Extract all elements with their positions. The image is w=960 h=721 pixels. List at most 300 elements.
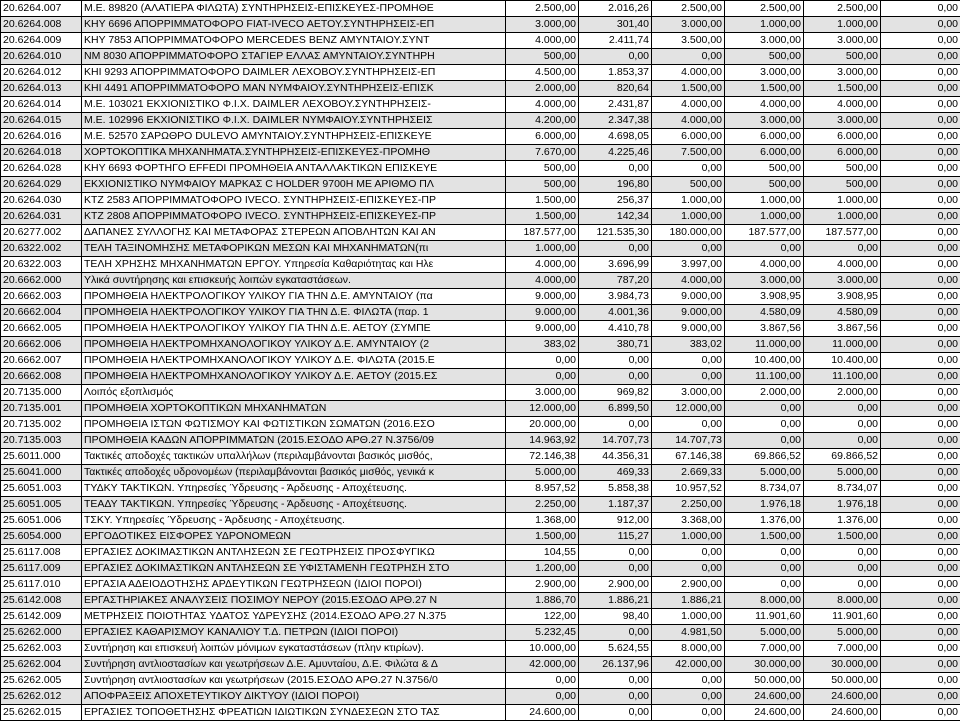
amount-cell: 0,00 [579, 49, 652, 65]
amount-cell: 0,00 [881, 97, 960, 113]
table-row [1, 49, 960, 65]
description-cell: ΝΜ 8030 ΑΠΟΡΡΙΜΜΑΤΟΦΟΡΟ ΣΤΑΓΙΕΡ ΕΛΛΑΣ ΑΜΥΝΤΑΙΟΥ.ΣΥΝΤΗΡΗ [82, 49, 506, 65]
description-cell: ΚΤΖ 2583 ΑΠΟΡΡΙΜΜΑΤΟΦΟΡΟ IVECO. ΣΥΝΤΗΡΗΣΕΙΣ-ΕΠΙΣΚΕΥΕΣ-ΠΡ [82, 193, 506, 209]
amount-cell: 0,00 [652, 545, 725, 561]
amount-cell: 0,00 [881, 273, 960, 289]
amount-cell: 4.000,00 [652, 273, 725, 289]
amount-cell: 50.000,00 [725, 673, 804, 689]
amount-cell: 6.899,50 [579, 401, 652, 417]
amount-cell: 0,00 [881, 289, 960, 305]
amount-cell: 0,00 [652, 161, 725, 177]
description-cell: Μ.Ε. 89820 (ΑΛΑΤΙΕΡΑ ΦΙΛΩΤΑ) ΣΥΝΤΗΡΗΣΕΙΣ-ΕΠΙΣΚΕΥΕΣ-ΠΡΟΜΗΘΕ [82, 1, 506, 17]
account-code-cell: 25.6262.000 [1, 625, 82, 641]
account-code-cell: 20.6264.009 [1, 33, 82, 49]
account-code-cell: 25.6262.004 [1, 657, 82, 673]
amount-cell: 0,00 [579, 673, 652, 689]
amount-cell: 4.000,00 [506, 33, 579, 49]
account-code-cell: 25.6117.009 [1, 561, 82, 577]
account-code-cell: 20.6662.000 [1, 273, 82, 289]
amount-cell: 0,00 [881, 305, 960, 321]
account-code-cell: 20.6264.030 [1, 193, 82, 209]
amount-cell: 0,00 [652, 561, 725, 577]
description-cell: ΕΡΓΑΣΙΕΣ ΤΟΠΟΘΕΤΗΣΗΣ ΦΡΕΑΤΙΩΝ ΙΔΙΩΤΙΚΩΝ ΣΥΝΔΕΣΕΩΝ ΣΤΟ ΤΑΣ [82, 705, 506, 721]
amount-cell: 0,00 [725, 241, 804, 257]
amount-cell: 1.853,37 [579, 65, 652, 81]
amount-cell: 2.000,00 [725, 385, 804, 401]
amount-cell: 1.000,00 [652, 609, 725, 625]
account-code-cell: 20.6264.012 [1, 65, 82, 81]
amount-cell: 30.000,00 [725, 657, 804, 673]
amount-cell: 0,00 [881, 33, 960, 49]
description-cell: ΠΡΟΜΗΘΕΙΑ ΗΛΕΚΤΡΟΜΗΧΑΝΟΛΟΓΙΚΟΥ ΥΛΙΚΟΥ Δ.Ε. ΦΙΛΩΤΑ (2015.Ε [82, 353, 506, 369]
amount-cell: 383,02 [506, 337, 579, 353]
amount-cell: 3.867,56 [804, 321, 881, 337]
amount-cell: 11.100,00 [804, 369, 881, 385]
amount-cell: 5.000,00 [725, 465, 804, 481]
description-cell: ΠΡΟΜΗΘΕΙΑ ΚΑΔΩΝ ΑΠΟΡΡΙΜΜΑΤΩΝ (2015.ΕΣΟΔΟ ΑΡΘ.27 Ν.3756/09 [82, 433, 506, 449]
amount-cell: 2.016,26 [579, 1, 652, 17]
amount-cell: 500,00 [652, 177, 725, 193]
amount-cell: 24.600,00 [725, 705, 804, 721]
amount-cell: 2.411,74 [579, 33, 652, 49]
amount-cell: 0,00 [652, 49, 725, 65]
amount-cell: 1.000,00 [652, 209, 725, 225]
table-row [1, 561, 960, 577]
amount-cell: 1.000,00 [804, 209, 881, 225]
table-row [1, 417, 960, 433]
amount-cell: 11.000,00 [804, 337, 881, 353]
amount-cell: 0,00 [881, 497, 960, 513]
amount-cell: 0,00 [881, 321, 960, 337]
account-code-cell: 20.6662.005 [1, 321, 82, 337]
amount-cell: 0,00 [881, 257, 960, 273]
table-row [1, 257, 960, 273]
table-row [1, 305, 960, 321]
amount-cell: 2.500,00 [506, 1, 579, 17]
amount-cell: 1.000,00 [725, 193, 804, 209]
amount-cell: 0,00 [881, 433, 960, 449]
amount-cell: 10.400,00 [804, 353, 881, 369]
amount-cell: 500,00 [804, 177, 881, 193]
account-code-cell: 20.7135.001 [1, 401, 82, 417]
amount-cell: 6.000,00 [725, 145, 804, 161]
amount-cell: 4.225,46 [579, 145, 652, 161]
amount-cell: 3.000,00 [725, 113, 804, 129]
amount-cell: 1.000,00 [725, 209, 804, 225]
amount-cell: 500,00 [506, 177, 579, 193]
table-row [1, 337, 960, 353]
account-code-cell: 20.6264.018 [1, 145, 82, 161]
amount-cell: 0,00 [652, 417, 725, 433]
amount-cell: 1.376,00 [725, 513, 804, 529]
amount-cell: 6.000,00 [725, 129, 804, 145]
amount-cell: 8.000,00 [725, 593, 804, 609]
amount-cell: 1.976,18 [725, 497, 804, 513]
amount-cell: 0,00 [881, 177, 960, 193]
amount-cell: 3.984,73 [579, 289, 652, 305]
account-code-cell: 25.6142.008 [1, 593, 82, 609]
amount-cell: 4.580,09 [725, 305, 804, 321]
account-code-cell: 20.6322.003 [1, 257, 82, 273]
amount-cell: 115,27 [579, 529, 652, 545]
amount-cell: 1.500,00 [725, 529, 804, 545]
amount-cell: 121.535,30 [579, 225, 652, 241]
amount-cell: 0,00 [579, 625, 652, 641]
amount-cell: 10.957,52 [652, 481, 725, 497]
amount-cell: 1.500,00 [725, 81, 804, 97]
table-row [1, 609, 960, 625]
amount-cell: 500,00 [725, 161, 804, 177]
table-row [1, 289, 960, 305]
amount-cell: 42.000,00 [652, 657, 725, 673]
amount-cell: 6.000,00 [506, 129, 579, 145]
amount-cell: 2.000,00 [506, 81, 579, 97]
table-row [1, 113, 960, 129]
amount-cell: 383,02 [652, 337, 725, 353]
amount-cell: 7.670,00 [506, 145, 579, 161]
amount-cell: 0,00 [506, 673, 579, 689]
amount-cell: 3.000,00 [725, 273, 804, 289]
amount-cell: 0,00 [506, 689, 579, 705]
amount-cell: 187.577,00 [725, 225, 804, 241]
amount-cell: 0,00 [652, 689, 725, 705]
amount-cell: 3.000,00 [804, 65, 881, 81]
account-code-cell: 25.6051.005 [1, 497, 82, 513]
amount-cell: 9.000,00 [506, 321, 579, 337]
table-row [1, 673, 960, 689]
description-cell: Συντήρηση και επισκευή λοιπών μόνιμων εγκαταστάσεων (πλην κτιρίων). [82, 641, 506, 657]
account-code-cell: 25.6051.006 [1, 513, 82, 529]
account-code-cell: 25.6262.005 [1, 673, 82, 689]
table-row [1, 129, 960, 145]
description-cell: ΠΡΟΜΗΘΕΙΑ ΗΛΕΚΤΡΟΜΗΧΑΝΟΛΟΓΙΚΟΥ ΥΛΙΚΟΥ Δ.Ε. ΑΜΥΝΤΑΙΟΥ (2 [82, 337, 506, 353]
amount-cell: 6.000,00 [804, 129, 881, 145]
description-cell: ΠΡΟΜΗΘΕΙΑ ΗΛΕΚΤΡΟΜΗΧΑΝΟΛΟΓΙΚΟΥ ΥΛΙΚΟΥ Δ.Ε. ΑΕΤΟΥ (2015.ΕΣ [82, 369, 506, 385]
amount-cell: 0,00 [652, 241, 725, 257]
table-row [1, 705, 960, 721]
account-code-cell: 20.6264.014 [1, 97, 82, 113]
amount-cell: 142,34 [579, 209, 652, 225]
amount-cell: 0,00 [881, 113, 960, 129]
account-code-cell: 25.6054.000 [1, 529, 82, 545]
table-row [1, 593, 960, 609]
description-cell: ΜΕΤΡΗΣΕΙΣ ΠΟΙΟΤΗΤΑΣ ΥΔΑΤΟΣ ΥΔΡΕΥΣΗΣ (2014.ΕΣΟΔΟ ΑΡΘ.27 Ν.375 [82, 609, 506, 625]
amount-cell: 4.000,00 [506, 273, 579, 289]
description-cell: ΑΠΟΦΡΑΞΕΙΣ ΑΠΟΧΕΤΕΥΤΙΚΟΥ ΔΙΚΤΥΟΥ (ΙΔΙΟΙ ΠΟΡΟΙ) [82, 689, 506, 705]
amount-cell: 24.600,00 [804, 705, 881, 721]
amount-cell: 0,00 [881, 369, 960, 385]
amount-cell: 500,00 [506, 49, 579, 65]
amount-cell: 0,00 [881, 145, 960, 161]
amount-cell: 0,00 [652, 705, 725, 721]
amount-cell: 0,00 [579, 353, 652, 369]
amount-cell: 0,00 [881, 225, 960, 241]
description-cell: ΠΡΟΜΗΘΕΙΑ ΧΟΡΤΟΚΟΠΤΙΚΩΝ ΜΗΧΑΝΗΜΑΤΩΝ [82, 401, 506, 417]
account-code-cell: 20.6264.029 [1, 177, 82, 193]
amount-cell: 6.000,00 [652, 129, 725, 145]
amount-cell: 0,00 [881, 513, 960, 529]
table-row [1, 577, 960, 593]
amount-cell: 1.500,00 [652, 81, 725, 97]
amount-cell: 4.200,00 [506, 113, 579, 129]
amount-cell: 3.000,00 [725, 65, 804, 81]
amount-cell: 42.000,00 [506, 657, 579, 673]
amount-cell: 5.000,00 [506, 465, 579, 481]
amount-cell: 2.900,00 [506, 577, 579, 593]
amount-cell: 7.000,00 [725, 641, 804, 657]
amount-cell: 0,00 [881, 673, 960, 689]
budget-table-body [1, 1, 960, 721]
amount-cell: 69.866,52 [725, 449, 804, 465]
description-cell: ΤΣΚΥ. Υπηρεσίες Ύδρευσης - Άρδευσης - Αποχέτευσης. [82, 513, 506, 529]
description-cell: Μ.Ε. 52570 ΣΑΡΩΘΡΟ DULEVO ΑΜΥΝΤΑΙΟΥ.ΣΥΝΤΗΡΗΣΕΙΣ-ΕΠΙΣΚΕΥΕ [82, 129, 506, 145]
amount-cell: 2.431,87 [579, 97, 652, 113]
amount-cell: 0,00 [652, 369, 725, 385]
amount-cell: 187.577,00 [804, 225, 881, 241]
table-row [1, 353, 960, 369]
account-code-cell: 25.6262.015 [1, 705, 82, 721]
amount-cell: 2.347,38 [579, 113, 652, 129]
amount-cell: 24.600,00 [506, 705, 579, 721]
account-code-cell: 20.6264.015 [1, 113, 82, 129]
amount-cell: 9.000,00 [652, 289, 725, 305]
amount-cell: 3.997,00 [652, 257, 725, 273]
amount-cell: 0,00 [881, 529, 960, 545]
amount-cell: 2.250,00 [652, 497, 725, 513]
amount-cell: 0,00 [579, 689, 652, 705]
table-row [1, 193, 960, 209]
amount-cell: 10.000,00 [506, 641, 579, 657]
account-code-cell: 25.6117.010 [1, 577, 82, 593]
amount-cell: 0,00 [881, 593, 960, 609]
account-code-cell: 20.6264.010 [1, 49, 82, 65]
amount-cell: 0,00 [804, 401, 881, 417]
amount-cell: 0,00 [804, 577, 881, 593]
amount-cell: 3.696,99 [579, 257, 652, 273]
amount-cell: 9.000,00 [506, 305, 579, 321]
amount-cell: 0,00 [881, 129, 960, 145]
account-code-cell: 25.6142.009 [1, 609, 82, 625]
amount-cell: 8.000,00 [652, 641, 725, 657]
amount-cell: 8.734,07 [804, 481, 881, 497]
amount-cell: 500,00 [725, 49, 804, 65]
table-row [1, 481, 960, 497]
amount-cell: 5.232,45 [506, 625, 579, 641]
amount-cell: 0,00 [725, 561, 804, 577]
amount-cell: 3.000,00 [652, 17, 725, 33]
amount-cell: 3.000,00 [652, 385, 725, 401]
table-row [1, 513, 960, 529]
amount-cell: 1.886,21 [652, 593, 725, 609]
amount-cell: 0,00 [881, 1, 960, 17]
amount-cell: 1.000,00 [804, 17, 881, 33]
amount-cell: 3.368,00 [652, 513, 725, 529]
table-row [1, 65, 960, 81]
amount-cell: 9.000,00 [652, 321, 725, 337]
table-row [1, 641, 960, 657]
amount-cell: 3.500,00 [652, 33, 725, 49]
amount-cell: 500,00 [804, 161, 881, 177]
amount-cell: 0,00 [881, 81, 960, 97]
amount-cell: 2.500,00 [725, 1, 804, 17]
amount-cell: 1.976,18 [804, 497, 881, 513]
amount-cell: 1.187,37 [579, 497, 652, 513]
description-cell: ΚΗΙ 9293 ΑΠΟΡΡΙΜΜΑΤΟΦΟΡΟ DAIMLER ΛΕΧΟΒΟΥ.ΣΥΝΤΗΡΗΣΕΙΣ-ΕΠ [82, 65, 506, 81]
amount-cell: 0,00 [725, 433, 804, 449]
account-code-cell: 25.6011.000 [1, 449, 82, 465]
description-cell: ΕΡΓΟΔΟΤΙΚΕΣ ΕΙΣΦΟΡΕΣ ΥΔΡΟΝΟΜΕΩΝ [82, 529, 506, 545]
amount-cell: 0,00 [881, 545, 960, 561]
amount-cell: 0,00 [804, 417, 881, 433]
amount-cell: 4.981,50 [652, 625, 725, 641]
amount-cell: 469,33 [579, 465, 652, 481]
description-cell: Συντήρηση αντλιοστασίων και γεωτρήσεων (2015.ΕΣΟΔΟ ΑΡΘ.27 Ν.3756/0 [82, 673, 506, 689]
amount-cell: 0,00 [881, 577, 960, 593]
amount-cell: 11.100,00 [725, 369, 804, 385]
amount-cell: 2.500,00 [652, 1, 725, 17]
description-cell: ΚΤΖ 2808 ΑΠΟΡΡΙΜΜΑΤΟΦΟΡΟ IVECO. ΣΥΝΤΗΡΗΣΕΙΣ-ΕΠΙΣΚΕΥΕΣ-ΠΡ [82, 209, 506, 225]
amount-cell: 0,00 [881, 705, 960, 721]
amount-cell: 4.000,00 [804, 97, 881, 113]
amount-cell: 0,00 [881, 417, 960, 433]
amount-cell: 0,00 [881, 193, 960, 209]
amount-cell: 3.000,00 [804, 273, 881, 289]
amount-cell: 8.000,00 [804, 593, 881, 609]
amount-cell: 0,00 [804, 545, 881, 561]
amount-cell: 0,00 [881, 49, 960, 65]
amount-cell: 4.000,00 [652, 65, 725, 81]
account-code-cell: 25.6262.012 [1, 689, 82, 705]
amount-cell: 2.900,00 [652, 577, 725, 593]
amount-cell: 7.500,00 [652, 145, 725, 161]
amount-cell: 12.000,00 [506, 401, 579, 417]
amount-cell: 1.500,00 [506, 209, 579, 225]
amount-cell: 1.368,00 [506, 513, 579, 529]
account-code-cell: 20.6662.008 [1, 369, 82, 385]
amount-cell: 20.000,00 [506, 417, 579, 433]
amount-cell: 787,20 [579, 273, 652, 289]
description-cell: ΤΥΔΚΥ ΤΑΚΤΙΚΩΝ. Υπηρεσίες Ύδρευσης - Άρδευσης - Αποχέτευσης. [82, 481, 506, 497]
amount-cell: 4.001,36 [579, 305, 652, 321]
amount-cell: 50.000,00 [804, 673, 881, 689]
amount-cell: 8.734,07 [725, 481, 804, 497]
table-row [1, 225, 960, 241]
table-row [1, 657, 960, 673]
amount-cell: 500,00 [725, 177, 804, 193]
description-cell: ΚΗΥ 6696 ΑΠΟΡΡΙΜΜΑΤΟΦΟΡΟ FIAT-IVECO ΑΕΤΟΥ.ΣΥΝΤΗΡΗΣΕΙΣ-ΕΠ [82, 17, 506, 33]
amount-cell: 256,37 [579, 193, 652, 209]
amount-cell: 26.137,96 [579, 657, 652, 673]
amount-cell: 122,00 [506, 609, 579, 625]
amount-cell: 3.000,00 [506, 17, 579, 33]
account-code-cell: 20.6264.008 [1, 17, 82, 33]
table-row [1, 1, 960, 17]
amount-cell: 1.000,00 [725, 17, 804, 33]
amount-cell: 11.901,60 [804, 609, 881, 625]
amount-cell: 820,64 [579, 81, 652, 97]
table-row [1, 689, 960, 705]
amount-cell: 0,00 [881, 449, 960, 465]
description-cell: ΧΟΡΤΟΚΟΠΤΙΚΑ ΜΗΧΑΝΗΜΑΤΑ.ΣΥΝΤΗΡΗΣΕΙΣ-ΕΠΙΣΚΕΥΕΣ-ΠΡΟΜΗΘ [82, 145, 506, 161]
amount-cell: 0,00 [579, 545, 652, 561]
description-cell: ΤΕΛΗ ΧΡΗΣΗΣ ΜΗΧΑΝΗΜΑΤΩΝ ΕΡΓΟΥ. Υπηρεσία Καθαριότητας και Ηλε [82, 257, 506, 273]
description-cell: Τακτικές αποδοχές τακτικών υπαλλήλων (περιλαμβάνονται βασικός μισθός, [82, 449, 506, 465]
account-code-cell: 25.6117.008 [1, 545, 82, 561]
amount-cell: 500,00 [506, 161, 579, 177]
description-cell: ΕΚΧΙΟΝΙΣΤΙΚΟ ΝΥΜΦΑΙΟΥ ΜΑΡΚΑΣ C HOLDER 9700H ΜΕ ΑΡΙΘΜΟ ΠΛ [82, 177, 506, 193]
amount-cell: 0,00 [881, 337, 960, 353]
amount-cell: 0,00 [804, 561, 881, 577]
amount-cell: 1.500,00 [506, 193, 579, 209]
amount-cell: 5.624,55 [579, 641, 652, 657]
amount-cell: 11.901,60 [725, 609, 804, 625]
amount-cell: 3.867,56 [725, 321, 804, 337]
account-code-cell: 20.6277.002 [1, 225, 82, 241]
amount-cell: 1.500,00 [804, 529, 881, 545]
amount-cell: 1.000,00 [804, 193, 881, 209]
description-cell: Συντήρηση αντλιοστασίων και γεωτρήσεων Δ.Ε. Αμυνταίου, Δ.Ε. Φιλώτα & Δ [82, 657, 506, 673]
amount-cell: 0,00 [881, 609, 960, 625]
amount-cell: 0,00 [881, 401, 960, 417]
account-code-cell: 20.6264.031 [1, 209, 82, 225]
amount-cell: 4.000,00 [506, 257, 579, 273]
amount-cell: 0,00 [881, 657, 960, 673]
amount-cell: 196,80 [579, 177, 652, 193]
amount-cell: 14.963,92 [506, 433, 579, 449]
amount-cell: 0,00 [881, 17, 960, 33]
table-row [1, 497, 960, 513]
amount-cell: 500,00 [804, 49, 881, 65]
amount-cell: 3.908,95 [804, 289, 881, 305]
amount-cell: 0,00 [506, 369, 579, 385]
description-cell: ΕΡΓΑΣΙΕΣ ΔΟΚΙΜΑΣΤΙΚΩΝ ΑΝΤΛΗΣΕΩΝ ΣΕ ΥΦΙΣΤΑΜΕΝΗ ΓΕΩΤΡΗΣΗ ΣΤΟ [82, 561, 506, 577]
table-row [1, 33, 960, 49]
description-cell: ΕΡΓΑΣΙΕΣ ΔΟΚΙΜΑΣΤΙΚΩΝ ΑΝΤΛΗΣΕΩΝ ΣΕ ΓΕΩΤΡΗΣΕΙΣ ΠΡΟΣΦΥΓΙΚΩ [82, 545, 506, 561]
amount-cell: 11.000,00 [725, 337, 804, 353]
amount-cell: 0,00 [881, 209, 960, 225]
amount-cell: 0,00 [506, 353, 579, 369]
amount-cell: 8.957,52 [506, 481, 579, 497]
account-code-cell: 25.6051.003 [1, 481, 82, 497]
amount-cell: 3.000,00 [506, 385, 579, 401]
amount-cell: 1.886,21 [579, 593, 652, 609]
account-code-cell: 25.6041.000 [1, 465, 82, 481]
amount-cell: 98,40 [579, 609, 652, 625]
amount-cell: 12.000,00 [652, 401, 725, 417]
amount-cell: 24.600,00 [804, 689, 881, 705]
description-cell: ΤΕΛΗ ΤΑΞΙΝΟΜΗΣΗΣ ΜΕΤΑΦΟΡΙΚΩΝ ΜΕΣΩΝ ΚΑΙ ΜΗΧΑΝΗΜΑΤΩΝ(πι [82, 241, 506, 257]
amount-cell: 187.577,00 [506, 225, 579, 241]
amount-cell: 10.400,00 [725, 353, 804, 369]
description-cell: ΚΗΥ 7853 ΑΠΟΡΡΙΜΜΑΤΟΦΟΡΟ MERCEDES BENZ ΑΜΥΝΤΑΙΟΥ.ΣΥΝΤ [82, 33, 506, 49]
amount-cell: 3.000,00 [804, 33, 881, 49]
amount-cell: 4.000,00 [506, 97, 579, 113]
amount-cell: 4.000,00 [725, 257, 804, 273]
amount-cell: 180.000,00 [652, 225, 725, 241]
amount-cell: 0,00 [579, 417, 652, 433]
account-code-cell: 20.7135.003 [1, 433, 82, 449]
amount-cell: 0,00 [725, 545, 804, 561]
description-cell: Υλικά συντήρησης και επισκευής λοιπών εγκαταστάσεων. [82, 273, 506, 289]
amount-cell: 0,00 [579, 705, 652, 721]
account-code-cell: 20.6322.002 [1, 241, 82, 257]
description-cell: Τακτικές αποδοχές υδρονομέων (περιλαμβάνονται βασικός μισθός, γενικά κ [82, 465, 506, 481]
amount-cell: 4.000,00 [725, 97, 804, 113]
amount-cell: 0,00 [881, 689, 960, 705]
amount-cell: 4.000,00 [652, 113, 725, 129]
amount-cell: 0,00 [725, 401, 804, 417]
amount-cell: 0,00 [804, 433, 881, 449]
